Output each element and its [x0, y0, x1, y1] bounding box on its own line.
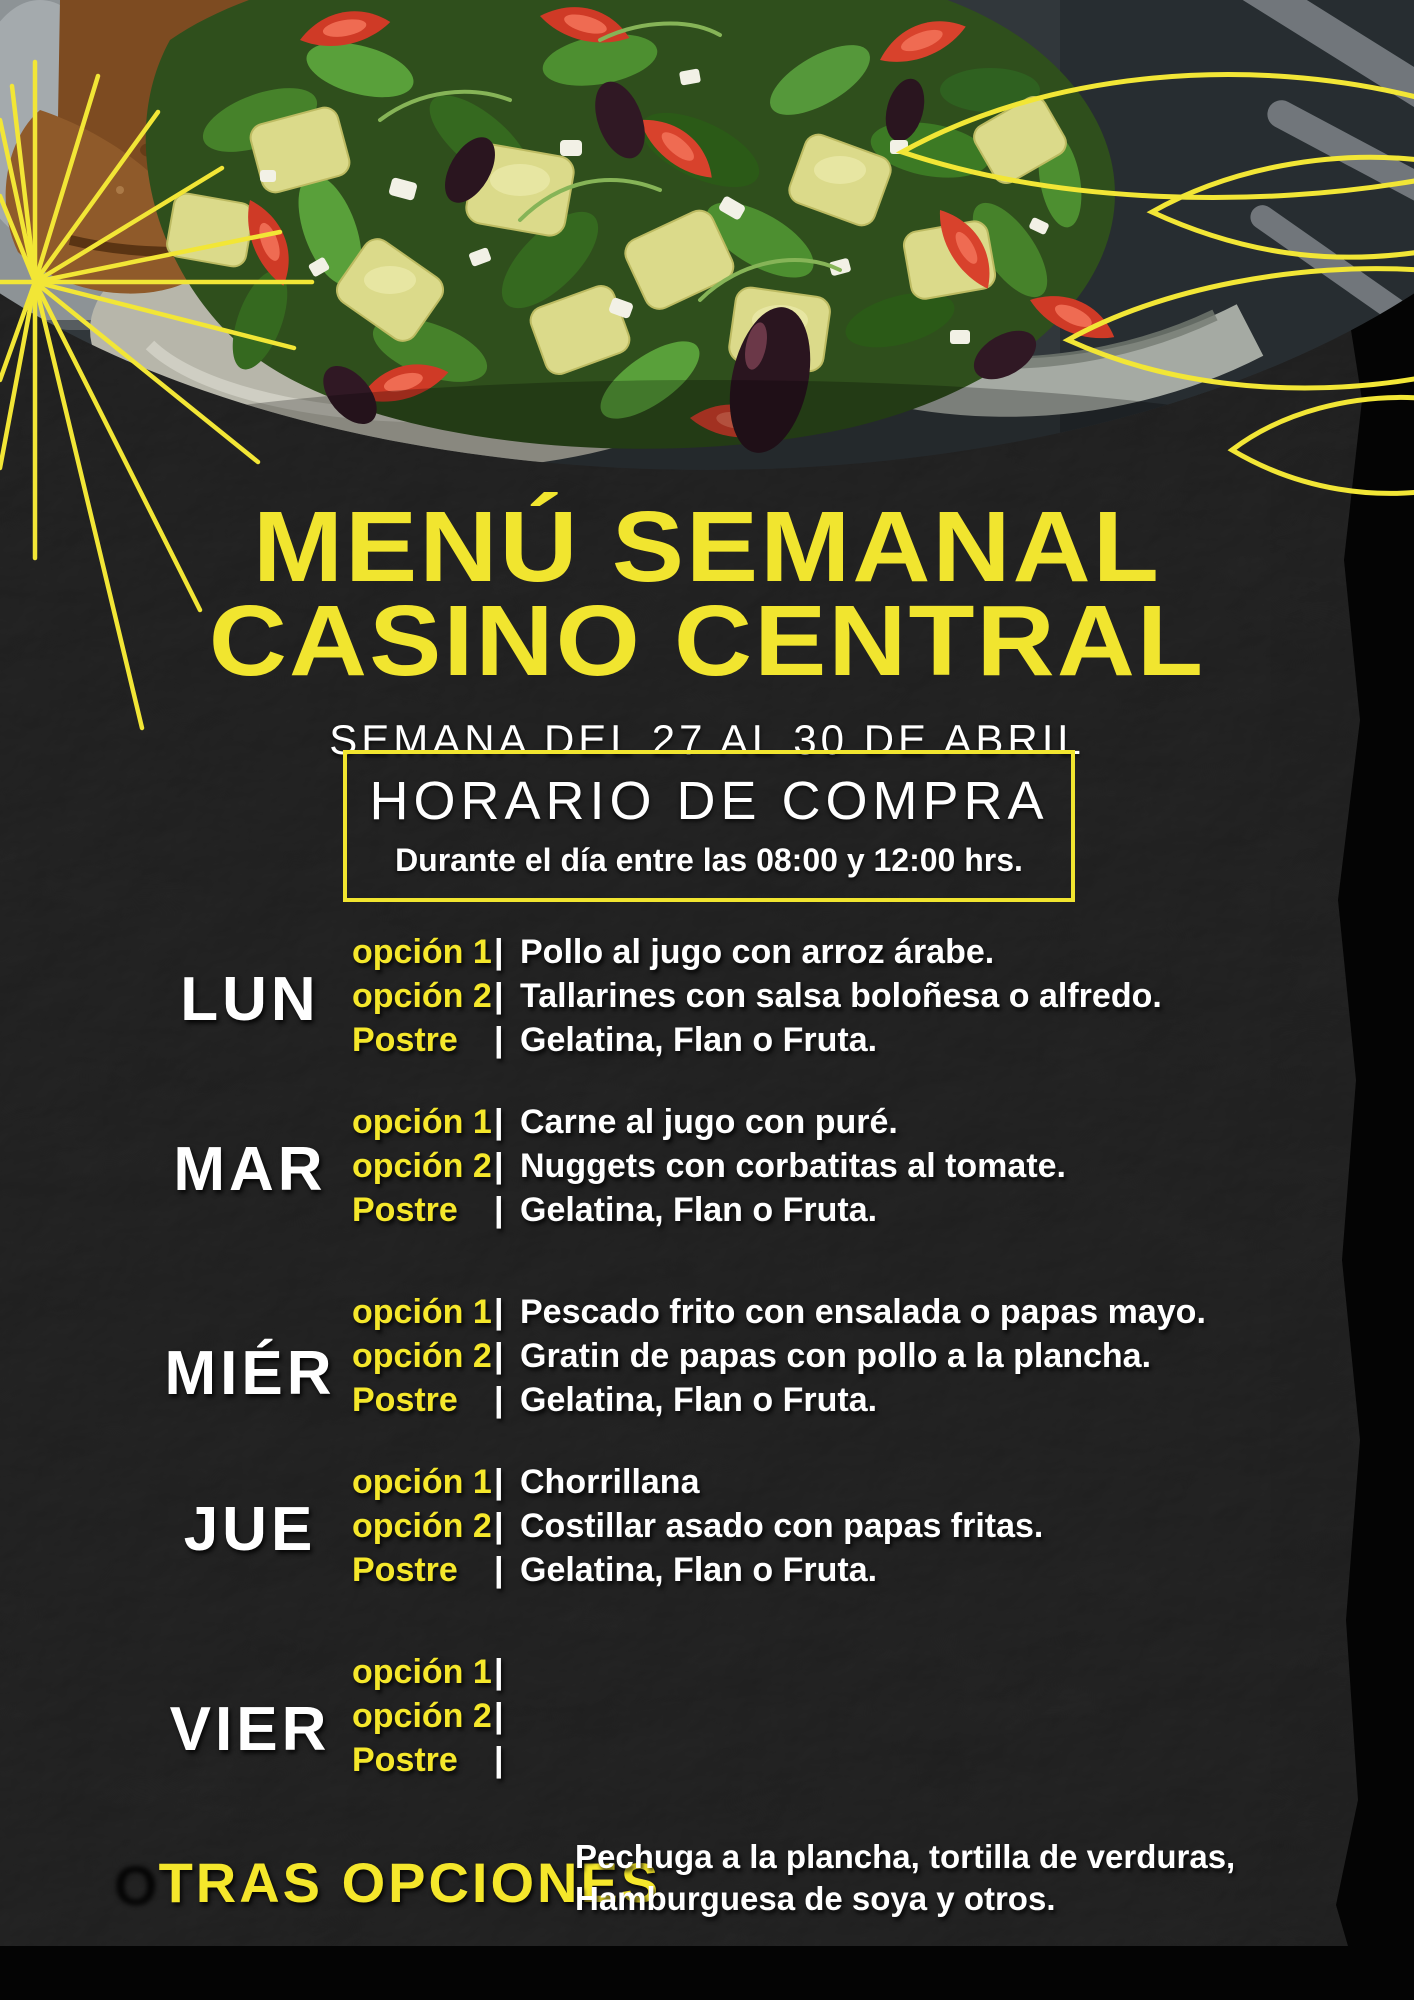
separator: | [494, 1336, 504, 1375]
day-label-mar: MAR [173, 1135, 327, 1204]
separator: | [494, 1190, 504, 1229]
option1-text: Pollo al jugo con arroz árabe. [520, 932, 995, 971]
postre-label: Postre [352, 1020, 458, 1059]
option1-label: opción 1 [352, 1102, 492, 1141]
option2-text: Tallarines con salsa boloñesa o alfredo. [520, 976, 1162, 1015]
postre-label: Postre [352, 1740, 458, 1779]
menu-row-jue [0, 1460, 1414, 1600]
option1-text: Chorrillana [520, 1462, 700, 1501]
separator: | [494, 1696, 504, 1735]
separator: | [494, 932, 504, 971]
option1-label: opción 1 [352, 1652, 492, 1691]
separator: | [494, 1462, 504, 1501]
schedule-subtitle: Durante el día entre las 08:00 y 12:00 hrs. [395, 842, 1023, 878]
postre-text: Gelatina, Flan o Fruta. [520, 1020, 878, 1059]
postre-text: Gelatina, Flan o Fruta. [520, 1550, 878, 1589]
postre-text: Gelatina, Flan o Fruta. [520, 1190, 878, 1229]
menu-row-vier [0, 1650, 1414, 1790]
separator: | [494, 1740, 504, 1779]
option2-label: opción 2 [352, 1146, 492, 1185]
postre-label: Postre [352, 1550, 458, 1589]
option2-label: opción 2 [352, 1696, 492, 1735]
postre-text: Gelatina, Flan o Fruta. [520, 1380, 878, 1419]
separator: | [494, 1020, 504, 1059]
other-options-text [575, 1836, 1235, 1920]
postre-label: Postre [352, 1380, 458, 1419]
title-line-1: MENÚ SEMANAL [253, 491, 1161, 603]
menu-row-mier [0, 1290, 1414, 1430]
separator: | [494, 976, 504, 1015]
option2-text: Gratin de papas con pollo a la plancha. [520, 1336, 1152, 1375]
day-label-lun: LUN [180, 965, 320, 1034]
option1-text: Pescado frito con ensalada o papas mayo. [520, 1292, 1206, 1331]
day-label-jue: JUE [183, 1495, 317, 1564]
schedule-title: HORARIO DE COMPRA [369, 771, 1049, 831]
separator: | [494, 1292, 504, 1331]
other-options-line-2: Hamburguesa de soya y otros. [575, 1880, 1056, 1917]
menu-row-mar [0, 1100, 1414, 1240]
separator: | [494, 1652, 504, 1691]
separator: | [494, 1550, 504, 1589]
option2-text: Costillar asado con papas fritas. [520, 1506, 1044, 1545]
postre-label: Postre [352, 1190, 458, 1229]
separator: | [494, 1146, 504, 1185]
other-options-label: OTRAS OPCIONES [112, 1851, 662, 1914]
menu-row-lun [0, 930, 1414, 1070]
separator: | [494, 1102, 504, 1141]
option2-label: opción 2 [352, 976, 492, 1015]
separator: | [494, 1380, 504, 1419]
week-subtitle: SEMANA DEL 27 AL 30 DE ABRIL [329, 716, 1085, 763]
option1-label: opción 1 [352, 1292, 492, 1331]
option1-text: Carne al jugo con puré. [520, 1102, 898, 1141]
other-options-line-1: Pechuga a la plancha, tortilla de verduras, [575, 1838, 1236, 1875]
option2-label: opción 2 [352, 1336, 492, 1375]
day-label-vier: VIER [169, 1695, 331, 1764]
title-line-2: CASINO CENTRAL [208, 585, 1206, 697]
day-label-mier: MIÉR [164, 1339, 336, 1408]
separator: | [494, 1506, 504, 1545]
option1-label: opción 1 [352, 932, 492, 971]
option1-label: opción 1 [352, 1462, 492, 1501]
option2-text: Nuggets con corbatitas al tomate. [520, 1146, 1066, 1185]
option2-label: opción 2 [352, 1506, 492, 1545]
